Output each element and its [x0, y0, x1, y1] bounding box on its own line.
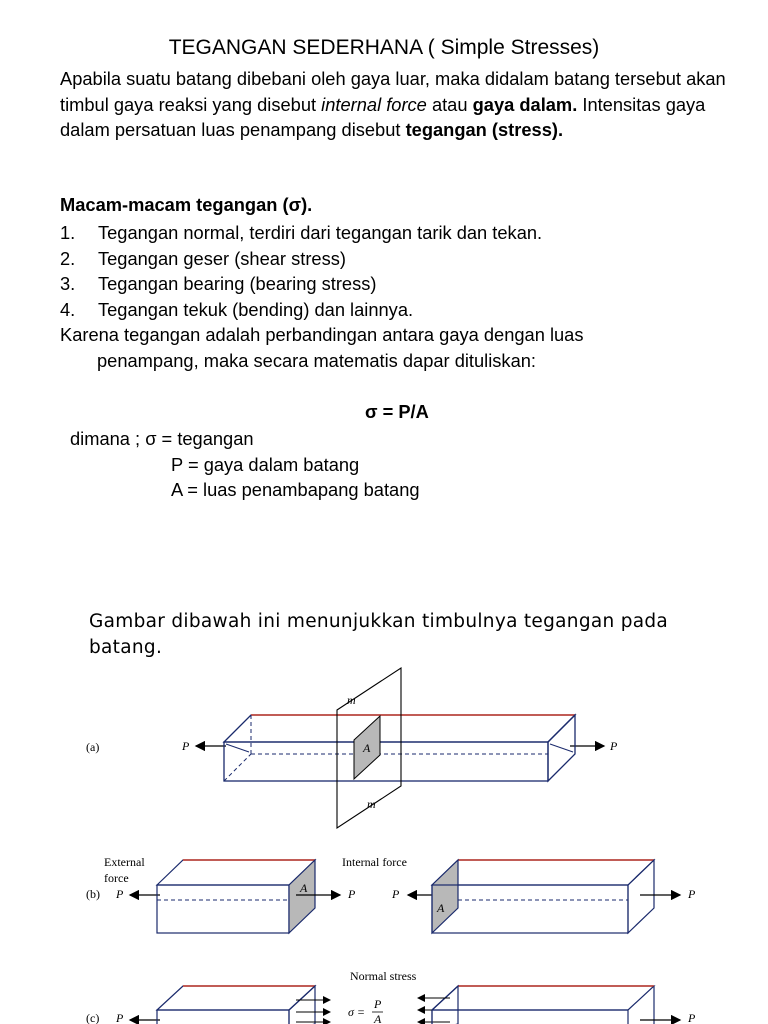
intro-text-3: Intensitas gaya dalam persatuan luas penampang disebut — [60, 93, 706, 141]
external-force-label-2: force — [104, 871, 129, 885]
list-text: Tegangan geser (shear stress) — [98, 247, 346, 269]
intro-paragraph — [60, 66, 760, 143]
intro-internal-force: internal force — [321, 93, 427, 115]
list-number: 1. — [60, 222, 76, 243]
cut-section-a — [432, 860, 458, 933]
force-label-p: P — [392, 887, 400, 901]
karena-line-1: Karena tegangan adalah perbandingan antara gaya dengan luas — [60, 324, 584, 345]
internal-force-label: Internal force — [342, 855, 407, 869]
figure-c — [86, 969, 696, 1024]
list-text: Tegangan bearing (bearing stress) — [98, 273, 377, 295]
plane-label-m-top: m — [347, 693, 356, 707]
force-label-p-right: P — [610, 739, 618, 753]
definition-p: P = gaya dalam batang — [171, 453, 360, 475]
figure-caption: Gambar dibawah ini menunjukkan timbulnya tegangan pada batang. — [89, 611, 669, 658]
stress-end-left — [289, 986, 315, 1024]
list-text: Tegangan normal, terdiri dari tegangan tarik dan tekan. — [98, 222, 543, 243]
plane-label-m-bottom: m — [367, 797, 376, 811]
list-item — [60, 246, 542, 272]
bar-right-end — [628, 860, 654, 933]
stress-figure — [0, 660, 768, 1024]
force-label-p: P — [348, 887, 356, 901]
external-force-label: External — [104, 855, 145, 869]
list-item — [60, 220, 542, 246]
area-label-a: A — [363, 741, 371, 755]
list-item — [60, 271, 542, 297]
karena-line-2: penampang, maka secara matematis dapar dituliskan: — [97, 349, 536, 371]
list-text: Tegangan tekuk (bending) dan lainnya. — [98, 298, 414, 320]
normal-stress-label: Normal stress — [350, 969, 417, 983]
cut-section-a — [289, 860, 315, 933]
figure-b — [86, 855, 696, 933]
end-diagonal — [226, 744, 249, 752]
label-a: (a) — [86, 740, 100, 754]
frac-denominator: A — [374, 1012, 382, 1024]
intro-text-1: Apabila suatu batang dibebani oleh gaya luar, maka didalam batang tersebut akan timbul gaya reaksi yang disebut — [60, 68, 726, 115]
list-number: 2. — [60, 247, 76, 269]
intro-text-2: atau — [426, 93, 473, 115]
intro-gaya-dalam: gaya dalam. — [472, 93, 578, 115]
area-label-a: A — [437, 901, 445, 915]
stress-end-right — [432, 986, 458, 1024]
section-heading: Macam-macam tegangan (σ). — [60, 194, 313, 215]
definition-a: A = luas penambapang batang — [171, 479, 420, 501]
stress-types-list — [60, 220, 542, 322]
hidden-edge — [224, 754, 251, 781]
area-label-a: A — [300, 881, 308, 895]
page-title: TEGANGAN SEDERHANA ( Simple Stresses) — [168, 36, 600, 59]
end-diagonal — [550, 744, 573, 752]
figure-a — [86, 668, 618, 828]
variable-definitions — [70, 426, 420, 503]
bar-left-top — [157, 986, 315, 1010]
bar-left-front — [157, 1010, 289, 1024]
karena-paragraph — [60, 322, 750, 373]
bar-left-front — [157, 885, 289, 933]
force-label-p: P — [116, 1011, 124, 1024]
bar-front-face — [224, 742, 548, 781]
definition-sigma: dimana ; σ = tegangan — [70, 428, 254, 449]
force-label-p-left: P — [182, 739, 190, 753]
bar-left-top — [157, 860, 315, 885]
label-b: (b) — [86, 887, 100, 901]
bar-right-top — [432, 860, 654, 885]
frac-numerator: P — [374, 997, 382, 1011]
list-number: 4. — [60, 298, 76, 320]
force-label-p: P — [688, 1011, 696, 1024]
bar-right-top — [432, 986, 654, 1010]
bar-right-front — [432, 1010, 628, 1024]
bar-right-front — [432, 885, 628, 933]
intro-tegangan: tegangan (stress). — [405, 119, 564, 141]
list-item — [60, 297, 542, 323]
label-c: (c) — [86, 1011, 100, 1024]
bar-top-face — [224, 715, 575, 742]
list-number: 3. — [60, 273, 76, 295]
force-label-p: P — [116, 887, 124, 901]
stress-formula: σ = P/A — [365, 401, 429, 422]
sigma-formula: σ = — [348, 1005, 366, 1019]
force-label-p: P — [688, 887, 696, 901]
